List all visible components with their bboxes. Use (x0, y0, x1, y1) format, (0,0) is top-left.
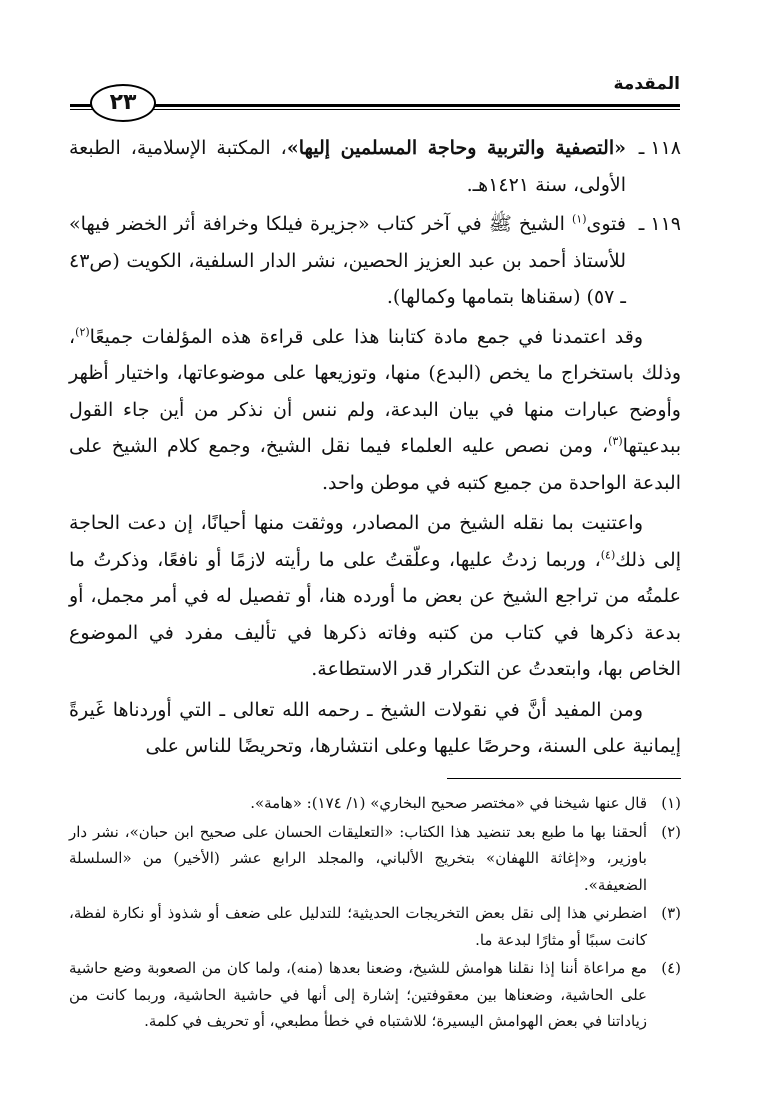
footnote-ref: (٢) (75, 325, 90, 339)
footnote-text: مع مراعاة أننا إذا نقلنا هوامش للشيخ، وضعنا بعدها (منه)، ولما كان من الصعوبة وضع حاشية على الحاشية، وضعناها بين معقوفتين؛ إشارة إلى أنها في حاشية الحاشية، وربما كانت من زياداتنا في بعض الهوامش اليسيرة؛ للاشتباه في خطأ مطبعي، أو تحريف في كلمة. (69, 959, 647, 1030)
footnote-ref: (٣) (608, 434, 623, 448)
page-number: ٢٣ (90, 84, 156, 122)
footnote-text: ألحقنا بها ما طبع بعد تنضيد هذا الكتاب: «التعليقات الحسان على صحيح ابن حبان»، نشر دار باوزير، و«إغاثة اللهفان» بتخريج الألباني، والمجلد الرابع عشر (الأخير) من «السلسلة الضعيفة». (69, 822, 647, 894)
footnote-number: (٢) (661, 822, 681, 841)
footnotes (69, 790, 681, 1037)
main-text (69, 130, 681, 769)
footnote-number: (٣) (661, 904, 681, 922)
entry-text: ، المكتبة الإسلامية، الطبعة الأولى، سنة ١٤٢١هـ. (69, 137, 626, 196)
paragraph-text: ، ومن نصص عليه العلماء فيما نقل الشيخ، وجمع كلام الشيخ على البدعة الواحدة من جميع كتبه في موطن واحد. (69, 435, 681, 494)
entry-number: ١١٨ ـ (638, 137, 681, 159)
paragraph-text: ومن المفيد أنَّ في نقولات الشيخ ـ رحمه الله تعالى ـ التي أوردناها غَيرةً إيمانية على السنة، وحرصًا عليها وعلى انتشارها، وتحريضًا للناس على (69, 698, 681, 757)
footnote (69, 819, 681, 899)
footnote (69, 900, 681, 953)
page-header (70, 74, 680, 120)
paragraph (69, 319, 681, 502)
list-entry-118 (69, 130, 681, 203)
header-rule-thin (70, 109, 680, 110)
footnote-text: اضطرني هذا إلى نقل بعض التخريجات الحديثية؛ للتدليل على ضعف أو شذوذ أو نكارة لفظة، كانت سببًا أو مثارًا لبدعة ما. (69, 904, 647, 949)
paragraph-text: ، وربما زدتُ عليها، وعلّقتُ على ما رأيته لازمًا أو نافعًا، وذكرتُ ما علمتُه من تراجع الشيخ عن بعض ما أورده هنا، أو تفصيل له في أمر مجمل، أو بدعة ذكرها في كتاب من كتبه وفاته ذكرها في تأليف مفرد في الموضوع الخاص بها، وابتعدتُ عن التكرار قدر الاستطاعة. (69, 548, 681, 680)
paragraph-text: ، وذلك باستخراج ما يخص (البدع) منها، وتوزيعها على موضوعاتها، واختيار أظهر وأوضح عبارات منها في بيان البدعة، ولم ننس أن نذكر من أين جاء القول ببدعيتها (69, 325, 681, 457)
footnote-number: (١) (661, 794, 681, 812)
paragraph-text: واعتنيت بما نقله الشيخ من المصادر، ووثقت منها أحيانًا، إن دعت الحاجة إلى ذلك (69, 512, 681, 571)
footnote-number: (٤) (661, 959, 681, 977)
footnote-text: قال عنها شيخنا في «مختصر صحيح البخاري» (١/ ١٧٤): «هامة». (250, 794, 647, 812)
entry-text: الشيخ ﷺ في آخر كتاب «جزيرة فيلكا وخرافة أثر الخضر فيها» للأستاذ أحمد بن عبد العزيز الحصين، نشر الدار السلفية، الكويت (ص٤٣ ـ ٥٧) (سقناها بتمامها وكمالها). (69, 213, 626, 308)
footnote-ref: (٤) (600, 548, 616, 562)
paragraph (69, 505, 681, 688)
entry-text: فتوى (586, 213, 626, 235)
footnote (69, 955, 681, 1035)
paragraph-text: وقد اعتمدنا في جمع مادة كتابنا هذا على قراءة هذه المؤلفات جميعًا (89, 325, 643, 348)
footnote-ref: (١) (571, 212, 587, 226)
entry-number: ١١٩ ـ (638, 213, 681, 235)
chapter-title: المقدمة (613, 74, 680, 94)
header-rule (70, 104, 680, 107)
footnote (69, 790, 681, 817)
paragraph (69, 692, 681, 765)
footnote-separator (447, 778, 681, 779)
list-entry-119 (69, 206, 681, 316)
entry-title: «التصفية والتربية وحاجة المسلمين إليها» (286, 137, 626, 159)
